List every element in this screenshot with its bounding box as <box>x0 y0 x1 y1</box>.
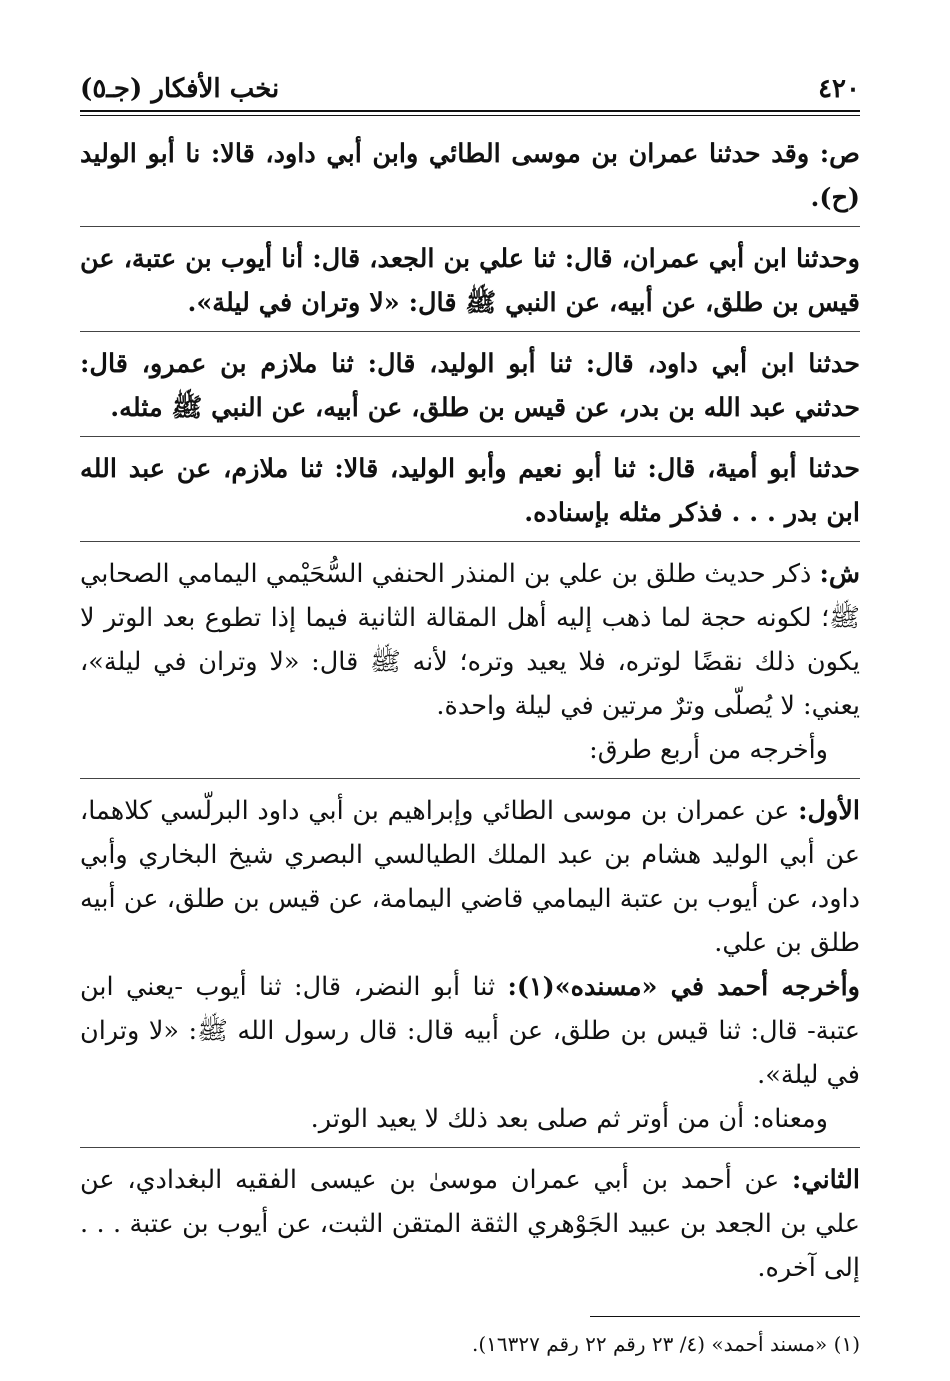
paragraph-isnad-4: حدثنا أبو أمية، قال: ثنا أبو نعيم وأبو الوليد، قالا: ثنا ملازم، عن عبد الله ابن بدر . . . فذكر مثله بإسناده. <box>80 454 860 528</box>
footnote-rule <box>590 1316 860 1317</box>
paragraph-isnad-2: وحدثنا ابن أبي عمران، قال: ثنا علي بن الجعد، قال: أنا أيوب بن عتبة، عن قيس بن طلق، عن أبيه، عن النبي ﷺ قال: «لا وتران في ليلة». <box>80 244 860 318</box>
paragraph-ahmad: وأخرجه أحمد في «مسنده»(١): ثنا أبو النضر، قال: ثنا أيوب -يعني ابن عتبة- قال: ثنا قيس بن طلق، عن أبيه قال: قال رسول الله ﷺ: «لا وتران في ليلة». <box>80 972 860 1090</box>
footnote: (١) «مسند أحمد» (٤/ ٢٣ رقم ٢٢ رقم ١٦٣٢٧). <box>472 1332 860 1356</box>
page-number: ٤٢٠ <box>818 74 860 104</box>
paragraph-routes: وأخرجه من أربع طرق: <box>589 735 828 765</box>
page <box>80 60 860 1361</box>
paragraph-isnad-3: حدثنا ابن أبي داود، قال: ثنا أبو الوليد، قال: ثنا ملازم بن عمرو، قال: حدثني عبد الله بن بدر، عن قيس بن طلق، عن أبيه، عن النبي ﷺ مثله. <box>80 349 860 423</box>
separator <box>80 331 860 332</box>
book-title: نخب الأفكار (جـ٥) <box>80 74 280 104</box>
separator <box>80 226 860 227</box>
separator <box>80 541 860 542</box>
paragraph-meaning: ومعناه: أن من أوتر ثم صلى بعد ذلك لا يعيد الوتر. <box>310 1104 828 1134</box>
separator <box>80 1147 860 1148</box>
separator <box>80 778 860 779</box>
paragraph-first-route: الأول: عن عمران بن موسى الطائي وإبراهيم بن أبي داود البرلّسي كلاهما، عن أبي الوليد هشام بن عبد الملك الطيالسي البصري شيخ البخاري وأبي داود، عن أيوب بن عتبة اليمامي قاضي اليمامة، عن قيس بن طلق، عن أبيه طلق بن علي. <box>80 796 860 958</box>
header-rule <box>80 110 860 116</box>
separator <box>80 436 860 437</box>
paragraph-sharh: ش: ذكر حديث طلق بن علي بن المنذر الحنفي السُّحَيْمي اليمامي الصحابي ﷺ؛ لكونه حجة لما ذهب إليه أهل المقالة الثانية فيما إذا تطوع بعد الوتر لا يكون ذلك نقضًا لوتره، فلا يعيد وتره؛ لأنه ﷺ قال: «لا وتران في ليلة»، يعني: لا يُصلّى وترٌ مرتين في ليلة واحدة. <box>80 559 860 721</box>
paragraph-sad: ص: وقد حدثنا عمران بن موسى الطائي وابن أبي داود، قالا: نا أبو الوليد (ح). <box>80 139 860 213</box>
page-header <box>80 60 860 104</box>
paragraph-second-route: الثاني: عن أحمد بن أبي عمران موسىٰ بن عيسى الفقيه البغدادي، عن علي بن الجعد بن عبيد الجَوْهري الثقة المتقن الثبت، عن أيوب بن عتبة . . . إلى آخره. <box>80 1165 860 1283</box>
